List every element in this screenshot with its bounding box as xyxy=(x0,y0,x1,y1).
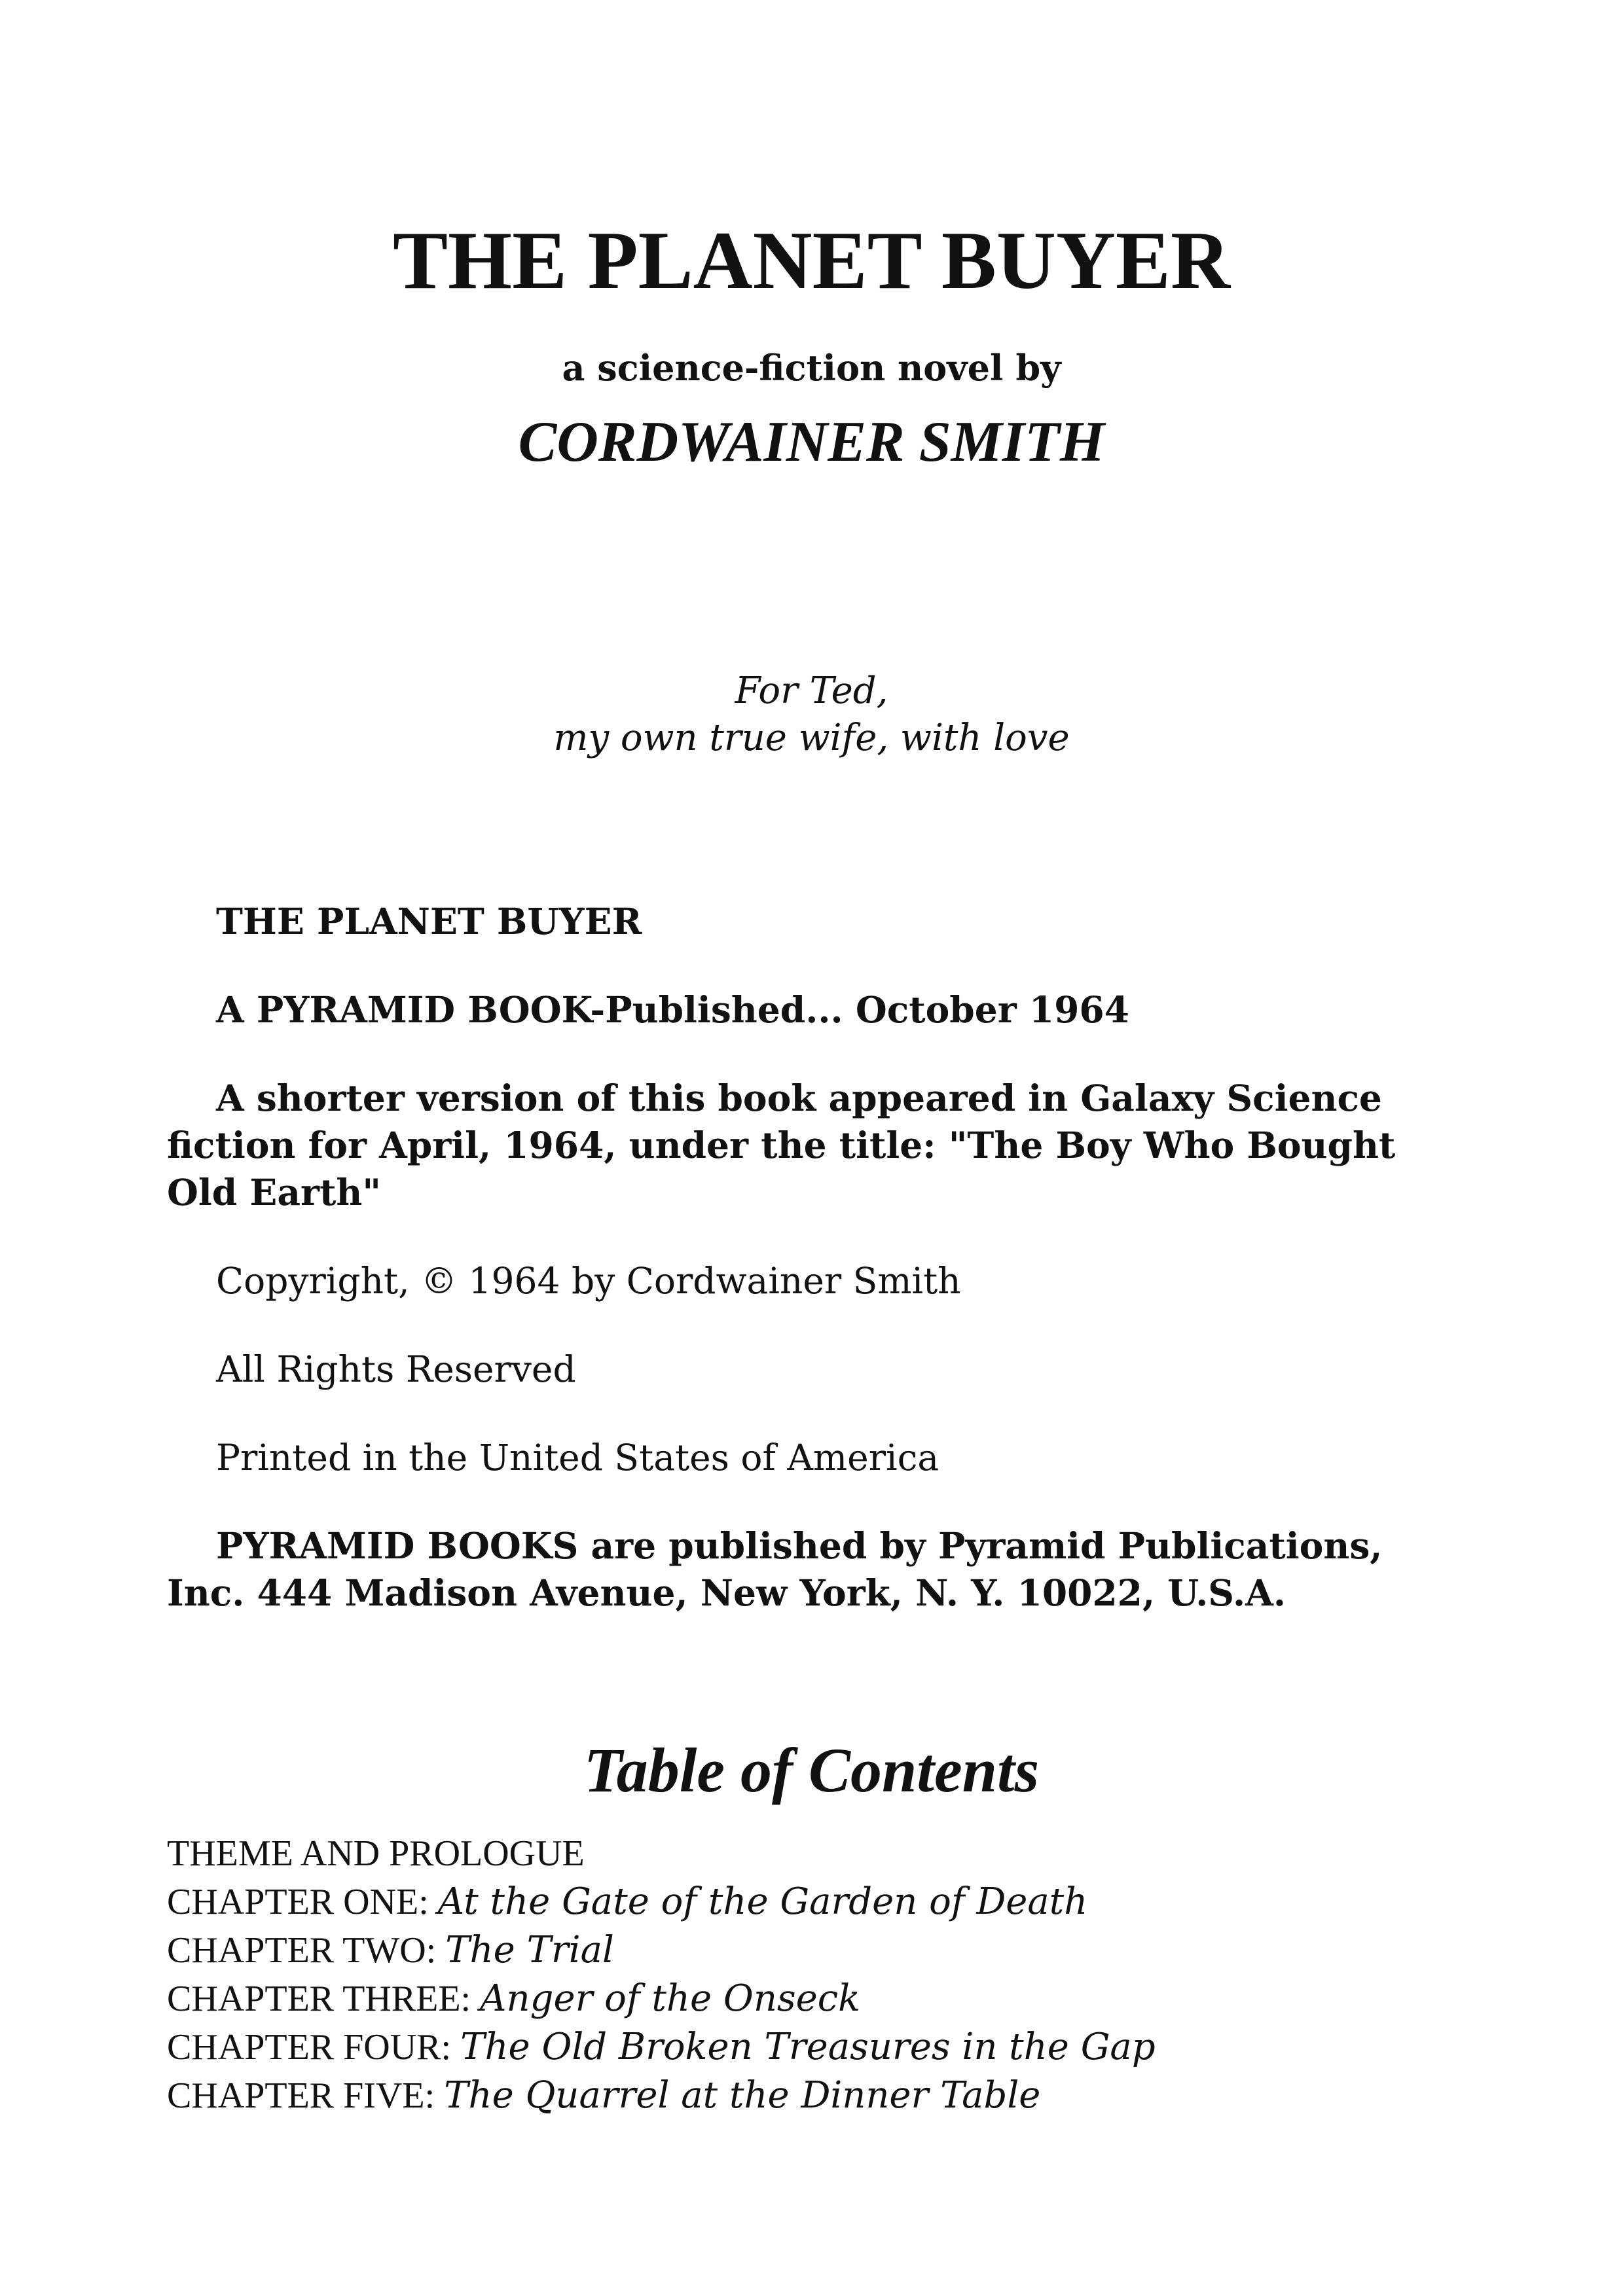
toc-entry[interactable] xyxy=(167,1878,1476,1926)
printed-notice: Printed in the United States of America xyxy=(216,1437,939,1479)
shorter-version-note: A shorter version of this book appeared in Galaxy Science fiction for April, 1964, under the title: "The Boy Who Bought Old Earth" xyxy=(167,1077,1396,1213)
book-author: CORDWAINER SMITH xyxy=(518,410,1105,474)
toc-entry[interactable] xyxy=(167,1926,1476,1975)
toc-entry[interactable] xyxy=(167,2072,1476,2120)
copyright-notice: Copyright, © 1964 by Cordwainer Smith xyxy=(216,1260,961,1302)
toc-entry-label: CHAPTER ONE: xyxy=(167,1882,438,1922)
toc-entry-label: CHAPTER THREE: xyxy=(167,1979,481,2019)
toc-entry-label: CHAPTER FIVE: xyxy=(167,2075,445,2116)
dedication xyxy=(0,668,1623,762)
toc-entry-title: The Quarrel at the Dinner Table xyxy=(444,2074,1041,2117)
toc-entry[interactable] xyxy=(167,1975,1476,2023)
table-of-contents xyxy=(167,1829,1476,2120)
book-title: THE PLANET BUYER xyxy=(393,215,1230,306)
toc-entry-title: The Trial xyxy=(445,1929,614,1971)
dedication-line-2: my own true wife, with love xyxy=(553,717,1070,759)
toc-entry[interactable] xyxy=(167,1829,1476,1878)
copyright-book-title: THE PLANET BUYER xyxy=(216,900,642,942)
toc-entry-label: CHAPTER FOUR: xyxy=(167,2027,461,2068)
dedication-line-1: For Ted, xyxy=(735,670,888,712)
toc-heading: Table of Contents xyxy=(583,1735,1040,1805)
toc-entry-title: Anger of the Onseck xyxy=(480,1977,861,2020)
publisher-note: PYRAMID BOOKS are published by Pyramid Publications, Inc. 444 Madison Avenue, New York, N. Y. 10022, U.S.A. xyxy=(167,1524,1383,1614)
toc-entry-label: CHAPTER TWO: xyxy=(167,1930,446,1971)
toc-entry-label: THEME AND PROLOGUE xyxy=(167,1833,585,1874)
toc-entry-title: The Old Broken Treasures in the Gap xyxy=(460,2026,1156,2068)
rights-notice: All Rights Reserved xyxy=(216,1348,576,1390)
book-subtitle: a science-fiction novel by xyxy=(562,347,1061,389)
toc-entry[interactable] xyxy=(167,2023,1476,2072)
toc-entry-title: At the Gate of the Garden of Death xyxy=(437,1880,1088,1923)
publication-note: A PYRAMID BOOK-Published... October 1964 xyxy=(216,988,1129,1031)
